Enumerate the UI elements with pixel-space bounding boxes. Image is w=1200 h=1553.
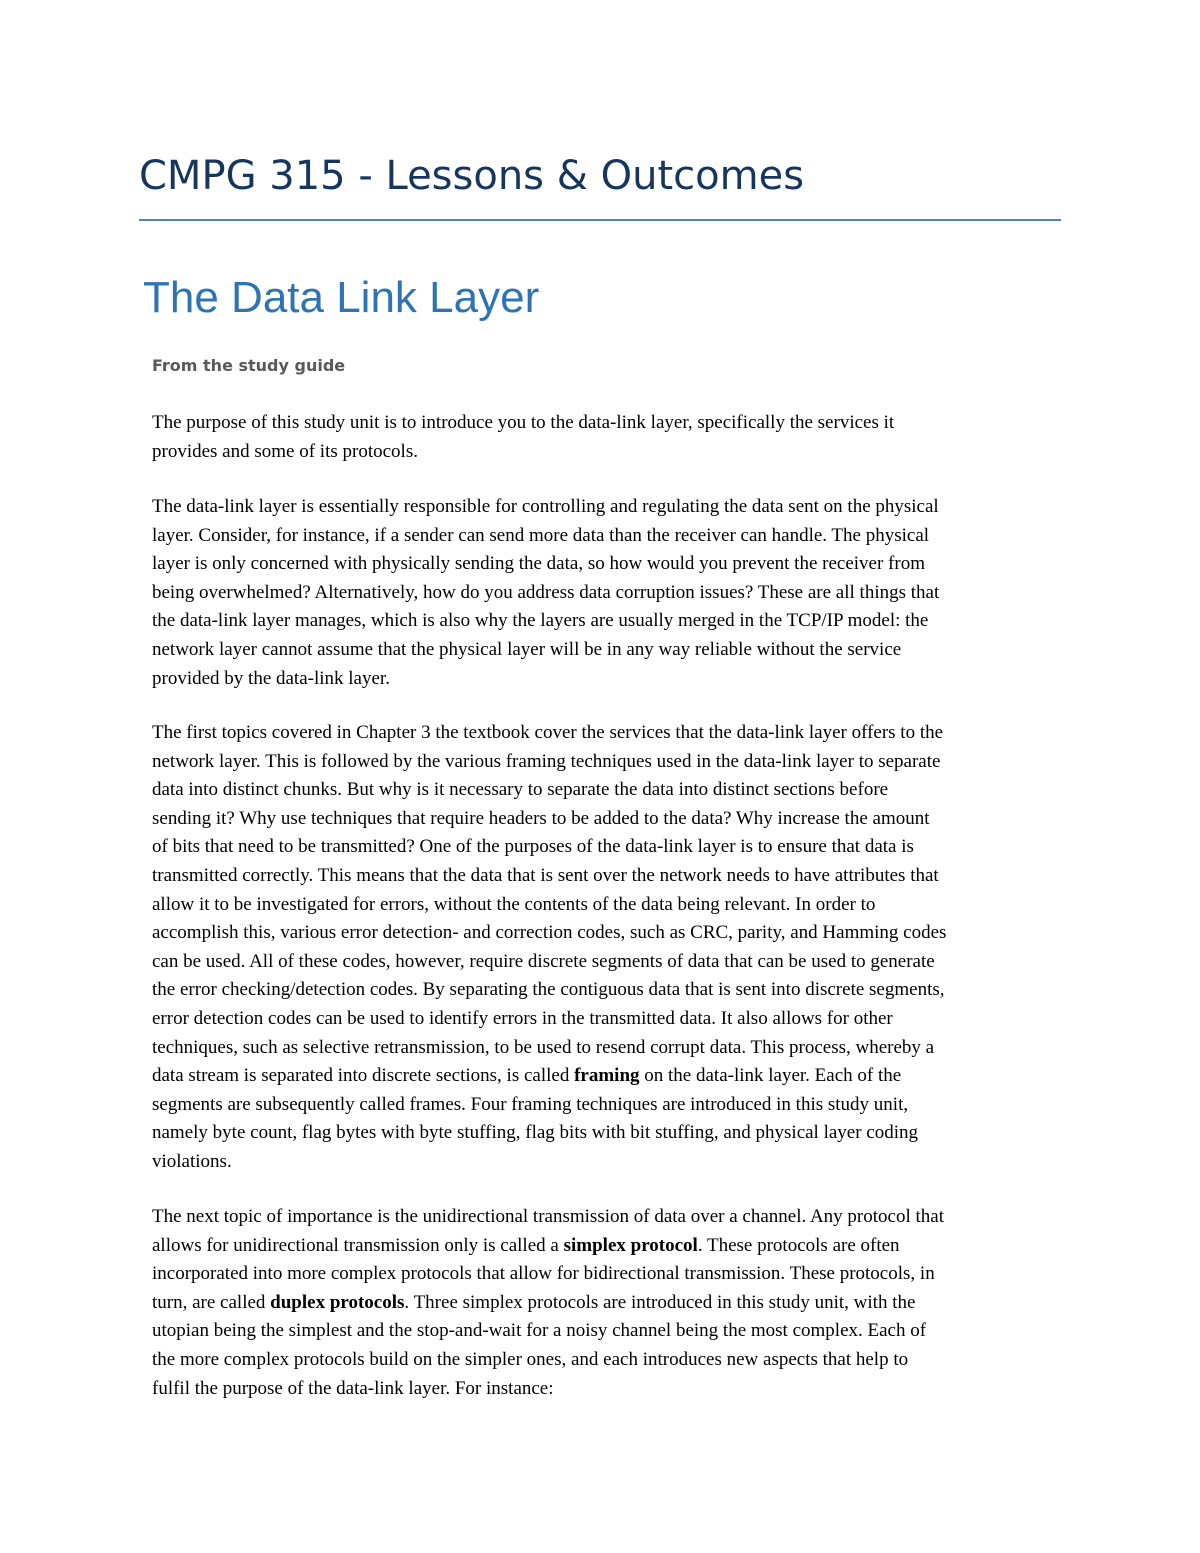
paragraph-line <box>152 550 939 579</box>
paragraph-line <box>152 522 939 551</box>
text-run: allows for unidirectional transmission only is called a <box>152 1234 564 1256</box>
paragraph-line <box>152 1091 946 1120</box>
title-underline-rule <box>139 219 1061 221</box>
paragraph-line <box>152 409 894 438</box>
text-run: allow it to be investigated for errors, without the contents of the data being relevant. In order to <box>152 893 876 915</box>
text-run: incorporated into more complex protocols that allow for bidirectional transmission. These protocols, in <box>152 1263 935 1285</box>
paragraph-line <box>152 607 939 636</box>
paragraph-line <box>152 1119 946 1148</box>
paragraph-line <box>152 1148 946 1177</box>
text-run: The purpose of this study unit is to introduce you to the data-link layer, specifically the services it <box>152 412 895 433</box>
text-run: The first topics covered in Chapter 3 the textbook cover the services that the data-link layer offers to the <box>152 722 944 743</box>
paragraph-line <box>152 665 939 694</box>
text-run: the more complex protocols build on the simpler ones, and each introduces new aspects that help to <box>152 1348 909 1370</box>
paragraph-line <box>152 1317 944 1346</box>
text-run: can be used. All of these codes, however, require discrete segments of data that can be used to generate <box>152 950 935 972</box>
paragraph-line <box>152 1375 944 1404</box>
text-run: on the data-link layer. Each of the <box>639 1065 902 1087</box>
paragraph-line <box>152 493 939 522</box>
paragraph-line <box>152 891 946 920</box>
text-run: segments are subsequently called frames. Four framing techniques are introduced in this study unit, <box>152 1093 909 1115</box>
paragraph-line <box>152 833 946 862</box>
text-run: . These protocols are often <box>697 1234 900 1256</box>
paragraph-line <box>152 1203 944 1232</box>
text-run: provided by the data-link layer. <box>152 667 390 689</box>
text-run: . Three simplex protocols are introduced in this study unit, with the <box>404 1291 916 1313</box>
text-run: the data-link layer manages, which is also why the layers are usually merged in the TCP/IP model: the <box>152 610 929 632</box>
paragraph-purpose <box>152 409 894 466</box>
text-run: transmitted correctly. This means that the data that is sent over the network needs to have attributes that <box>152 864 939 886</box>
text-run: techniques, such as selective retransmission, to be used to resend corrupt data. This process, whereby a <box>152 1036 935 1058</box>
text-run: the error checking/detection codes. By separating the contiguous data that is sent into discrete segments, <box>152 979 945 1001</box>
text-run: The data-link layer is essentially responsible for controlling and regulating the data sent on the physical <box>152 496 939 517</box>
text-run: data into distinct chunks. But why is it necessary to separate the data into distinct sections before <box>152 779 889 801</box>
paragraph-line <box>152 438 894 467</box>
text-run: network layer. This is followed by the various framing techniques used in the data-link layer to separate <box>152 750 941 772</box>
text-run: data stream is separated into discrete sections, is called <box>152 1065 575 1087</box>
text-run: sending it? Why use techniques that require headers to be added to the data? Why increase the amount <box>152 807 930 829</box>
paragraph-responsibility <box>152 493 939 693</box>
paragraph-line <box>152 776 946 805</box>
study-guide-subheading: From the study guide <box>152 356 346 375</box>
text-run: layer. Consider, for instance, if a sender can send more data than the receiver can handle. The physical <box>152 524 930 546</box>
paragraph-line <box>152 805 946 834</box>
paragraph-line <box>152 1260 944 1289</box>
paragraph-line <box>152 862 946 891</box>
paragraph-line <box>152 976 946 1005</box>
paragraph-line <box>152 948 946 977</box>
paragraph-line <box>152 919 946 948</box>
paragraph-line <box>152 719 946 748</box>
paragraph-simplex-protocols <box>152 1203 944 1403</box>
paragraph-line <box>152 748 946 777</box>
paragraph-line <box>152 636 939 665</box>
text-run: violations. <box>152 1150 232 1172</box>
text-run: network layer cannot assume that the physical layer will be in any way reliable without the service <box>152 638 902 660</box>
text-run: fulfil the purpose of the data-link layer. For instance: <box>152 1377 554 1399</box>
bold-term: simplex protocol <box>563 1234 698 1256</box>
text-run: error detection codes can be used to identify errors in the transmitted data. It also allows for other <box>152 1007 893 1029</box>
paragraph-line <box>152 579 939 608</box>
bold-term: framing <box>574 1065 640 1087</box>
paragraph-framing <box>152 719 946 1177</box>
text-run: turn, are called <box>152 1291 271 1313</box>
paragraph-line <box>152 1034 946 1063</box>
text-run: of bits that need to be transmitted? One of the purposes of the data-link layer is to ensure that data is <box>152 836 914 858</box>
text-run: provides and some of its protocols. <box>152 440 418 462</box>
document-title: CMPG 315 - Lessons & Outcomes <box>139 153 805 199</box>
paragraph-line <box>152 1005 946 1034</box>
text-run: utopian being the simplest and the stop-and-wait for a noisy channel being the most complex. Each of <box>152 1320 927 1342</box>
section-heading: The Data Link Layer <box>143 273 540 322</box>
bold-term: duplex protocols <box>270 1291 405 1313</box>
text-run: The next topic of importance is the unidirectional transmission of data over a channel. Any protocol that <box>152 1206 944 1227</box>
text-run: layer is only concerned with physically sending the data, so how would you prevent the receiver from <box>152 553 925 575</box>
text-run: being overwhelmed? Alternatively, how do you address data corruption issues? These are all things that <box>152 581 940 603</box>
text-run: accomplish this, various error detection- and correction codes, such as CRC, parity, and Hamming codes <box>152 922 947 944</box>
text-run: namely byte count, flag bytes with byte stuffing, flag bits with bit stuffing, and physical layer coding <box>152 1122 919 1144</box>
paragraph-line <box>152 1232 944 1261</box>
paragraph-line <box>152 1289 944 1318</box>
paragraph-line <box>152 1062 946 1091</box>
paragraph-line <box>152 1346 944 1375</box>
